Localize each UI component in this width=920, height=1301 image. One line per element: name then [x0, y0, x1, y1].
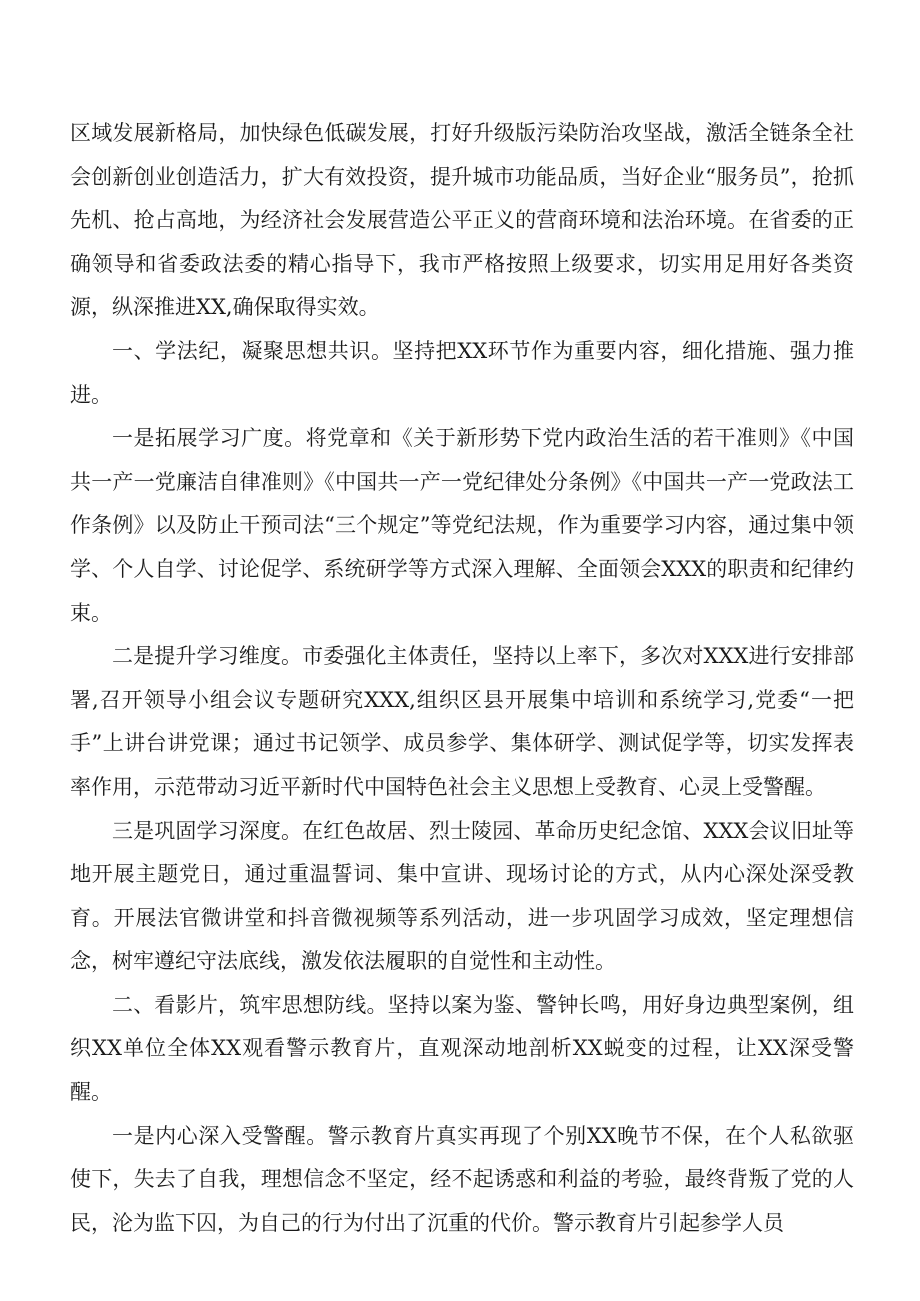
paragraph-4: 二是提升学习维度。市委强化主体责任，坚持以上率下，多次对XXX进行安排部署,召开领导小组会议专题研究XXX,组织区县开展集中培训和系统学习,党委“一把手”上讲台讲党课；通过书记领学、成员参学、集体研学、测试促学等，切实发挥表率作用，示范带动习近平新时代中国特色社会主义思想上受教育、心灵上受警醒。	[70, 644, 854, 799]
paragraph-1: 区域发展新格局，加快绿色低碳发展，打好升级版污染防治攻坚战，激活全链条全社会创新创业创造活力，扩大有效投资，提升城市功能品质，当好企业“服务员”，抢抓先机、抢占高地，为经济社会发展营造公平正义的营商环境和法治环境。在省委的正确领导和省委政法委的精心指导下，我市严格按照上级要求，切实用足用好各类资源，纵深推进XX,确保取得实效。	[70, 121, 854, 320]
document-body	[70, 112, 854, 1245]
paragraph-7: 一是内心深入受警醒。警示教育片真实再现了个别XX晚节不保，在个人私欲驱使下，失去了自我，理想信念不坚定，经不起诱惑和利益的考验，最终背叛了党的人民，沦为监下囚，为自己的行为付出了沉重的代价。警示教育片引起参学人员	[70, 1123, 854, 1235]
paragraph-2: 一、学法纪，凝聚思想共识。坚持把XX环节作为重要内容，细化措施、强力推进。	[70, 338, 854, 407]
paragraph-5: 三是巩固学习深度。在红色故居、烈士陵园、革命历史纪念馆、XXX会议旧址等地开展主题党日，通过重温誓词、集中宣讲、现场讨论的方式，从内心深处深受教育。开展法官微讲堂和抖音微视频等系列活动，进一步巩固学习成效，坚定理想信念，树牢遵纪守法底线，激发依法履职的自觉性和主动性。	[70, 818, 854, 974]
paragraph-6: 二、看影片，筑牢思想防线。坚持以案为鉴、警钟长鸣，用好身边典型案例，组织XX单位全体XX观看警示教育片，直观深动地剖析XX蜕变的过程，让XX深受警醒。	[70, 992, 854, 1105]
paragraph-3: 一是拓展学习广度。将党章和《关于新形势下党内政治生活的若干准则》《中国共一产一党廉洁自律准则》《中国共一产一党纪律处分条例》《中国共一产一党政法工作条例》以及防止干预司法“三个规定”等党纪法规，作为重要学习内容，通过集中领学、个人自学、讨论促学、系统研学等方式深入理解、全面领会XXX的职责和纪律约束。	[70, 426, 854, 625]
